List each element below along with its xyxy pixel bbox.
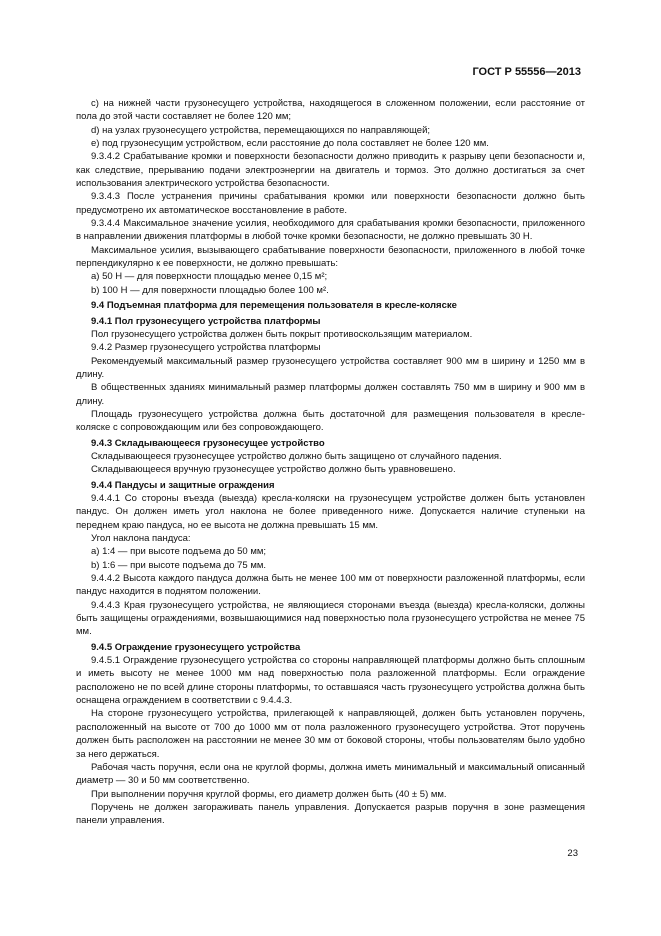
- paragraph: a) 50 Н — для поверхности площадью менее 0,15 м²;: [91, 271, 328, 283]
- paragraph: 9.4.2 Размер грузонесущего устройства платформы: [91, 342, 321, 354]
- paragraph: Рекомендуемый максимальный размер грузонесущего устройства составляет 900 мм в ширину и 1250 мм в длину.: [76, 355, 585, 380]
- paragraph: b) 1:6 — при высоте подъема до 75 мм.: [91, 559, 267, 571]
- paragraph: Угол наклона пандуса:: [91, 533, 191, 544]
- paragraph: Рабочая часть поручня, если она не круглой формы, должна иметь минимальный и максимальный описанный диаметр — 30 и 50 мм соответственно.: [76, 761, 585, 787]
- paragraph: Максимальное усилия, вызывающего срабатывание поверхности безопасности, приложенного в любой точке перпендикулярно к ее поверхности, не должно превышать:: [76, 244, 585, 270]
- document-body: [76, 97, 585, 828]
- paragraph: В общественных зданиях минимальный размер платформы должен составлять 750 мм в ширину и 900 мм в длину.: [76, 382, 585, 407]
- section-heading: 9.4.4 Пандусы и защитные ограждения: [91, 479, 275, 491]
- paragraph: Складывающееся грузонесущее устройство должно быть защищено от случайного падения.: [91, 450, 502, 462]
- paragraph: 9.3.4.2 Срабатывание кромки и поверхности безопасности должно приводить к разрыву цепи безопасности и, как следствие, прерыванию подачи электроэнергии на двигатель и тормоз. Это должно достигаться за счет использования электрического устройства безопасности.: [76, 151, 585, 190]
- section-heading: 9.4 Подъемная платформа для перемещения пользователя в кресле-коляске: [91, 300, 457, 312]
- paragraph: На стороне грузонесущего устройства, прилегающей к направляющей, должен быть установлен поручень, расположенный на высоте от 700 до 1000 мм от пола разложенного грузонесущего устройства. Этот поручень должен быть расположен на расстоянии не менее 30 мм от боковой стороны, чтобы пользователям было удобно за него держаться.: [76, 708, 585, 760]
- section-heading: 9.4.5 Ограждение грузонесущего устройства: [91, 641, 301, 653]
- paragraph: Пол грузонесущего устройства должен быть покрыт противоскользящим материалом.: [91, 328, 473, 340]
- paragraph: c) на нижней части грузонесущего устройства, находящегося в сложенном положении, если расстояние от пола до этой части составляет не более 120 мм;: [76, 98, 585, 123]
- section-heading: 9.4.1 Пол грузонесущего устройства платформы: [91, 315, 321, 327]
- paragraph: 9.4.4.2 Высота каждого пандуса должна быть не менее 100 мм от поверхности разложенной платформы, если пандус находится в поднятом положении.: [76, 573, 585, 598]
- paragraph: 9.3.4.3 После устранения причины срабатывания кромки или поверхности безопасности должно быть предусмотрено их автоматическое восстановление в работе.: [76, 191, 585, 216]
- paragraph: Складывающееся вручную грузонесущее устройство должно быть уравновешено.: [91, 464, 456, 476]
- section-heading: 9.4.3 Складывающееся грузонесущее устройство: [91, 437, 325, 449]
- paragraph: a) 1:4 — при высоте подъема до 50 мм;: [91, 546, 267, 558]
- paragraph: e) под грузонесущим устройством, если расстояние до пола составляет не более 120 мм.: [91, 138, 489, 150]
- paragraph: При выполнении поручня круглой формы, его диаметр должен быть (40 ± 5) мм.: [91, 788, 447, 800]
- paragraph: 9.3.4.4 Максимальное значение усилия, необходимого для срабатывания кромки безопасности, приложенного в направлении движения платформы в любой точке кромки безопасности, не должно превышать 30 Н.: [76, 218, 585, 243]
- standard-code: ГОСТ Р 55556—2013: [472, 66, 581, 78]
- paragraph: d) на узлах грузонесущего устройства, перемещающихся по направляющей;: [91, 124, 431, 136]
- paragraph: 9.4.4.1 Со стороны въезда (выезда) кресла-коляски на грузонесущем устройстве должен быть установлен пандус. Он должен иметь угол наклона не более приведенного ниже. Допускается наличие ступеньки на переднем краю пандуса, но ее высота не должна превышать 15 мм.: [76, 492, 585, 531]
- paragraph: 9.4.5.1 Ограждение грузонесущего устройства со стороны направляющей платформы должно быть сплошным и иметь высоту не менее 1000 мм над поверхностью пола разложенной платформы. Если ограждение расположено не по всей длине стороны платформы, то оставшаяся часть грузонесущего устройства должна быть оснащена ограждением в соответствии с 9.4.4.3.: [76, 655, 585, 707]
- paragraph: Площадь грузонесущего устройства должна быть достаточной для размещения пользователя в кресле-коляске с сопровождающим или без сопровождающего.: [76, 408, 585, 434]
- paragraph: b) 100 Н — для поверхности площадью более 100 м².: [91, 284, 329, 296]
- page-number: 23: [567, 848, 578, 859]
- paragraph: Поручень не должен загораживать панель управления. Допускается разрыв поручня в зоне размещения панели управления.: [76, 801, 585, 827]
- paragraph: 9.4.4.3 Края грузонесущего устройства, не являющиеся сторонами въезда (выезда) кресла-коляски, должны быть защищены ограждениями, возвышающимися над поверхностью пола грузонесущего устройства не менее 75 мм.: [76, 599, 585, 638]
